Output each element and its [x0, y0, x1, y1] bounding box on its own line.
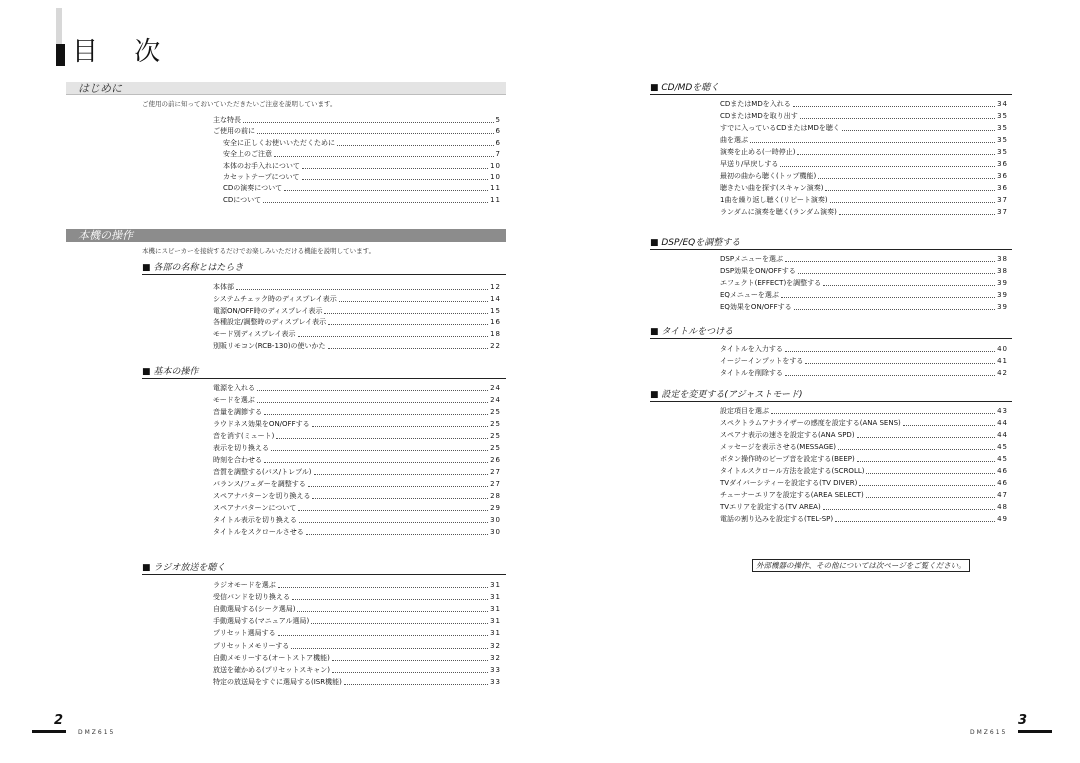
toc-leader-dots [785, 261, 995, 262]
toc-entry-title: タイトルスクロール方法を設定する(SCROLL) [720, 467, 865, 475]
toc-entry-page: 44 [997, 431, 1008, 439]
toc-leader-dots [344, 684, 488, 685]
toc-entry[interactable] [213, 491, 501, 502]
toc-entry[interactable] [213, 431, 501, 442]
toc-leader-dots [839, 214, 995, 215]
toc-entry-title: 電源ON/OFF時のディスプレイ表示 [213, 306, 323, 315]
toc-entry-title: 放送を確かめる(プリセットスキャン) [213, 665, 331, 674]
toc-entry-page: 34 [997, 100, 1008, 108]
subsection-heading-basic-operation: ■ 基本の操作 [142, 366, 506, 379]
toc-entry[interactable] [720, 147, 1008, 158]
toc-entry-title: 聴きたい曲を探す(スキャン演奏) [720, 184, 824, 192]
toc-leader-dots [297, 611, 488, 612]
toc-entry-title: 時刻を合わせる [213, 456, 262, 464]
section-heading-introduction: はじめに [66, 82, 506, 95]
toc-leader-dots [302, 168, 488, 169]
model-label-right: DMZ615 [970, 729, 1008, 736]
toc-entry-title: DSPメニューを選ぶ [720, 255, 784, 263]
toc-entry-page: 36 [997, 172, 1008, 180]
toc-leader-dots [299, 522, 488, 523]
toc-entry[interactable] [720, 254, 1008, 265]
toc-entry-title: 自動メモリーする(オートストア機能) [213, 653, 330, 662]
toc-entry-page: 36 [997, 160, 1008, 168]
toc-entry-title: 表示を切り換える [213, 444, 269, 452]
toc-entry[interactable] [213, 580, 501, 591]
toc-entry[interactable] [720, 290, 1008, 301]
toc-entry[interactable] [223, 195, 501, 206]
toc-leader-dots [243, 122, 494, 123]
toc-leader-dots [292, 599, 488, 600]
toc-entry[interactable] [213, 282, 501, 293]
toc-entry-page: 38 [997, 267, 1008, 276]
toc-entry[interactable] [213, 641, 501, 652]
toc-entry-page: 11 [490, 184, 501, 193]
toc-entry[interactable] [720, 430, 1008, 441]
toc-entry-title: すでに入っているCDまたはMDを聴く [720, 124, 840, 132]
toc-leader-dots [263, 202, 488, 203]
toc-leader-dots [857, 461, 995, 462]
toc-entry[interactable] [720, 490, 1008, 501]
toc-entry[interactable] [213, 628, 501, 639]
toc-entry[interactable] [213, 665, 501, 676]
page-title: 目 次 [72, 37, 175, 67]
toc-entry[interactable] [720, 514, 1008, 525]
toc-entry[interactable] [720, 406, 1008, 417]
toc-entry-title: モードを選ぶ [213, 396, 255, 404]
toc-leader-dots [785, 351, 995, 352]
toc-entry-title: DSP効果をON/OFFする [720, 267, 796, 276]
subsection-heading-adjust-mode: ■ 設定を変更する(アジャストモード) [650, 389, 1012, 402]
toc-entry-title: ラウドネス効果をON/OFFする [213, 420, 310, 428]
toc-entry[interactable] [720, 123, 1008, 134]
subsection-heading-title: ■ タイトルをつける [650, 326, 1012, 339]
toc-entry[interactable] [213, 419, 501, 430]
toc-entry-title: 曲を選ぶ [720, 136, 748, 144]
toc-entry[interactable] [720, 442, 1008, 453]
toc-entry-page: 30 [490, 516, 501, 524]
toc-entry-page: 44 [997, 419, 1008, 427]
toc-entry-page: 31 [490, 605, 501, 614]
toc-entry-title: CDの演奏について [223, 184, 283, 193]
toc-entry-page: 39 [997, 279, 1008, 288]
toc-leader-dots [308, 486, 488, 487]
toc-entry-title: 各種設定/調整時のディスプレイ表示 [213, 318, 327, 327]
toc-entry[interactable] [720, 135, 1008, 146]
toc-entry[interactable] [213, 467, 501, 478]
toc-entry[interactable] [223, 161, 501, 172]
next-page-note: 外部機器の操作、その他については次ページをご覧ください。 [752, 559, 970, 572]
toc-entry-title: EQ効果をON/OFFする [720, 303, 792, 312]
toc-entry-title: ラジオモードを選ぶ [213, 581, 276, 589]
toc-entry-title: 1曲を繰り返し聴く(リピート演奏) [720, 196, 828, 204]
toc-entry-title: 音量を調節する [213, 408, 262, 416]
toc-entry-title: タイトルをスクロールさせる [213, 528, 304, 536]
toc-entry-title: タイトルを削除する [720, 369, 783, 377]
subsection-heading-radio: ■ ラジオ放送を聴く [142, 562, 506, 575]
toc-entry-page: 30 [490, 528, 501, 536]
toc-entry-title: システムチェック時のディスプレイ表示 [213, 294, 337, 303]
toc-entry-title: 音質を調整する(バス/トレブル) [213, 468, 312, 476]
toc-entry-title: CDまたはMDを入れる [720, 100, 791, 108]
toc-leader-dots [328, 324, 488, 325]
toc-leader-dots [302, 179, 489, 180]
toc-entry-title: タイトル表示を切り換える [213, 516, 297, 524]
toc-entry-page: 6 [495, 138, 501, 147]
toc-entry[interactable] [213, 515, 501, 526]
toc-entry[interactable] [223, 138, 501, 149]
toc-entry-page: 43 [997, 407, 1008, 415]
toc-entry-page: 32 [490, 641, 501, 650]
toc-entry-page: 25 [490, 432, 501, 440]
toc-entry-title: CDまたはMDを取り出す [720, 112, 798, 120]
toc-entry-title: カセットテープについて [223, 173, 300, 181]
toc-leader-dots [278, 587, 488, 588]
toc-leader-dots [264, 462, 488, 463]
toc-entry[interactable] [213, 115, 501, 126]
toc-entry-title: メッセージを表示させる(MESSAGE) [720, 443, 837, 451]
subsection-heading-cd-md: ■ CD/MDを聴く [650, 82, 1012, 95]
toc-entry-page: 14 [490, 294, 501, 303]
toc-entry-page: 6 [495, 127, 501, 136]
toc-leader-dots [276, 438, 488, 439]
toc-entry[interactable] [223, 149, 501, 160]
toc-entry-page: 35 [997, 148, 1008, 156]
toc-entry-title: モード別ディスプレイ表示 [213, 330, 296, 339]
toc-entry-title: 本体のお手入れについて [223, 161, 300, 170]
toc-entry[interactable] [720, 195, 1008, 206]
toc-entry-page: 32 [490, 653, 501, 662]
toc-leader-dots [903, 425, 995, 426]
toc-entry-title: 安全上のご注意 [223, 150, 272, 159]
toc-entry[interactable] [213, 407, 501, 418]
toc-entry-page: 22 [490, 342, 501, 350]
toc-entry-page: 42 [997, 369, 1008, 377]
toc-entry[interactable] [213, 395, 501, 406]
toc-entry-title: エフェクト(EFFECT)を調整する [720, 279, 822, 288]
toc-entry-title: 自動選局する(シーク選局) [213, 605, 296, 614]
toc-entry-title: スペクトラムアナライザーの感度を設定する(ANA SENS) [720, 419, 901, 427]
toc-entry-page: 45 [997, 443, 1008, 451]
toc-entry[interactable] [213, 653, 501, 664]
toc-entry-title: 早送り/早戻しする [720, 160, 779, 168]
toc-leader-dots [842, 130, 995, 131]
toc-entry-page: 41 [997, 357, 1008, 365]
toc-leader-dots [324, 313, 488, 314]
toc-entry-page: 47 [997, 491, 1008, 499]
toc-entry[interactable] [720, 207, 1008, 218]
toc-leader-dots [780, 166, 995, 167]
toc-leader-dots [271, 450, 488, 451]
toc-entry-title: イージーインプットをする [720, 357, 804, 365]
toc-entry[interactable] [213, 383, 501, 394]
toc-entry-page: 38 [997, 255, 1008, 263]
toc-entry-title: 特定の放送局をすぐに選局する(ISR機能) [213, 677, 342, 686]
toc-entry-page: 40 [997, 345, 1008, 353]
toc-entry[interactable] [720, 454, 1008, 465]
toc-entry-title: プリセット選局する [213, 629, 276, 638]
toc-entry-page: 31 [490, 581, 501, 589]
section-heading-unit-operation: 本機の操作 [66, 229, 506, 242]
toc-entry[interactable] [213, 616, 501, 627]
toc-entry-page: 5 [495, 116, 501, 124]
toc-entry-title: スペアナパターンについて [213, 504, 297, 512]
toc-leader-dots [800, 118, 995, 119]
toc-leader-dots [797, 154, 995, 155]
toc-entry-page: 11 [490, 195, 501, 204]
toc-entry-page: 12 [490, 283, 501, 291]
toc-leader-dots [750, 142, 995, 143]
toc-leader-dots [257, 402, 488, 403]
subsection-heading-part-names: ■ 各部の名称とはたらき [142, 262, 506, 275]
toc-entry-title: 別販リモコン(RCB-130)の使いかた [213, 342, 326, 350]
toc-entry[interactable] [720, 478, 1008, 489]
toc-entry[interactable] [720, 159, 1008, 170]
toc-leader-dots [306, 534, 488, 535]
toc-entry[interactable] [213, 455, 501, 466]
toc-entry-page: 24 [490, 384, 501, 392]
toc-entry-page: 35 [997, 124, 1008, 132]
toc-entry-page: 46 [997, 467, 1008, 475]
toc-leader-dots [298, 336, 489, 337]
toc-entry-title: プリセットメモリーする [213, 641, 290, 650]
toc-entry-title: 音を消す(ミュート) [213, 432, 275, 440]
toc-entry-page: 46 [997, 479, 1008, 487]
toc-entry[interactable] [213, 329, 501, 340]
toc-entry-title: 設定項目を選ぶ [720, 407, 769, 415]
toc-entry[interactable] [720, 171, 1008, 182]
toc-leader-dots [830, 202, 995, 203]
toc-leader-dots [798, 273, 995, 274]
toc-entry-page: 25 [490, 420, 501, 428]
toc-leader-dots [823, 285, 995, 286]
toc-entry[interactable] [720, 278, 1008, 289]
toc-entry-title: 演奏を止める(一時停止) [720, 148, 796, 156]
toc-leader-dots [291, 648, 488, 649]
page-number-right: 3 [1018, 713, 1028, 728]
toc-leader-dots [805, 363, 995, 364]
toc-entry[interactable] [213, 443, 501, 454]
toc-entry-page: 48 [997, 503, 1008, 511]
toc-entry-title: スペアナ表示の速さを設定する(ANA SPD) [720, 431, 855, 439]
toc-leader-dots [257, 390, 488, 391]
toc-entry-title: 電話の割り込みを設定する(TEL-SP) [720, 515, 834, 523]
toc-leader-dots [264, 414, 488, 415]
toc-entry[interactable] [720, 502, 1008, 513]
toc-leader-dots [771, 413, 995, 414]
toc-entry[interactable] [720, 302, 1008, 313]
toc-entry-title: TVエリアを設定する(TV AREA) [720, 503, 821, 511]
toc-entry-title: 本体部 [213, 283, 234, 291]
toc-entry-title: 最初の曲から聴く(トップ機能) [720, 172, 817, 180]
toc-leader-dots [298, 510, 488, 511]
toc-entry[interactable] [213, 341, 501, 352]
toc-leader-dots [257, 133, 494, 134]
toc-entry-page: 16 [490, 318, 501, 327]
title-marker [56, 44, 65, 66]
toc-entry-page: 31 [490, 617, 501, 626]
toc-entry-title: 安全に正しくお使いいただくために [223, 138, 335, 147]
toc-entry-page: 7 [495, 150, 501, 159]
toc-entry-page: 31 [490, 593, 501, 602]
toc-entry-page: 45 [997, 455, 1008, 463]
toc-leader-dots [825, 190, 995, 191]
toc-entry[interactable] [720, 466, 1008, 477]
toc-leader-dots [332, 672, 488, 673]
subsection-heading-dsp-eq: ■ DSP/EQを調整する [650, 237, 1012, 250]
toc-leader-dots [866, 497, 995, 498]
toc-leader-dots [274, 156, 494, 157]
toc-entry[interactable] [720, 368, 1008, 379]
footer-rule-right [1018, 730, 1052, 733]
toc-leader-dots [781, 297, 995, 298]
toc-entry-title: ボタン操作時のビープ音を設定する(BEEP) [720, 455, 855, 463]
toc-entry-title: 受信バンドを切り換える [213, 593, 290, 602]
toc-leader-dots [823, 509, 995, 510]
toc-leader-dots [794, 309, 995, 310]
toc-leader-dots [332, 660, 488, 661]
toc-entry[interactable] [213, 604, 501, 615]
toc-entry[interactable] [213, 126, 501, 137]
toc-entry[interactable] [720, 266, 1008, 277]
toc-leader-dots [793, 106, 995, 107]
toc-leader-dots [866, 473, 995, 474]
toc-entry-page: 39 [997, 303, 1008, 312]
toc-entry[interactable] [213, 527, 501, 538]
toc-entry-page: 31 [490, 629, 501, 638]
toc-leader-dots [284, 190, 488, 191]
toc-entry[interactable] [720, 418, 1008, 429]
toc-entry-page: 37 [997, 196, 1008, 204]
toc-leader-dots [328, 348, 489, 349]
toc-entry-title: ご使用の前に [213, 127, 255, 136]
page-number-left: 2 [54, 713, 64, 728]
toc-entry-title: 手動選局する(マニュアル選局) [213, 617, 310, 626]
toc-entry-page: 27 [490, 480, 501, 488]
toc-entry-page: 29 [490, 504, 501, 512]
toc-leader-dots [337, 145, 494, 146]
toc-entry-page: 10 [490, 173, 501, 181]
toc-leader-dots [818, 178, 995, 179]
toc-entry[interactable] [720, 344, 1008, 355]
toc-entry-title: 主な特長 [213, 116, 241, 124]
toc-leader-dots [838, 449, 995, 450]
toc-entry[interactable] [720, 356, 1008, 367]
toc-entry-page: 35 [997, 112, 1008, 120]
toc-entry-page: 10 [490, 161, 501, 170]
toc-leader-dots [785, 375, 995, 376]
toc-entry-page: 24 [490, 396, 501, 404]
toc-entry-page: 27 [490, 468, 501, 476]
toc-entry-title: EQメニューを選ぶ [720, 291, 779, 300]
toc-entry-page: 18 [490, 330, 501, 339]
toc-entry[interactable] [213, 592, 501, 603]
toc-entry-page: 15 [490, 306, 501, 315]
toc-entry-title: バランス/フェダーを調整する [213, 480, 306, 488]
toc-entry[interactable] [213, 677, 501, 688]
toc-entry[interactable] [213, 317, 501, 328]
toc-entry-title: ランダムに演奏を聴く(ランダム演奏) [720, 208, 837, 216]
toc-leader-dots [857, 437, 996, 438]
toc-entry-page: 25 [490, 444, 501, 452]
section-intro-introduction: ご使用の前に知っておいていただきたいご注意を説明しています。 [142, 100, 337, 108]
toc-entry-page: 33 [490, 665, 501, 674]
toc-leader-dots [278, 635, 488, 636]
toc-entry-page: 37 [997, 208, 1008, 216]
toc-leader-dots [311, 623, 488, 624]
toc-entry-page: 49 [997, 515, 1008, 523]
toc-entry-title: タイトルを入力する [720, 345, 783, 353]
toc-leader-dots [835, 521, 995, 522]
toc-entry-title: CDについて [223, 195, 262, 204]
toc-entry[interactable] [223, 172, 501, 183]
toc-entry-page: 36 [997, 184, 1008, 192]
toc-entry[interactable] [720, 99, 1008, 110]
toc-leader-dots [339, 301, 488, 302]
toc-entry-page: 39 [997, 291, 1008, 300]
toc-entry[interactable] [223, 183, 501, 194]
toc-entry[interactable] [213, 294, 501, 305]
toc-leader-dots [236, 289, 488, 290]
toc-leader-dots [314, 474, 489, 475]
toc-entry-title: スペアナパターンを切り換える [213, 492, 311, 500]
toc-entry-title: 電源を入れる [213, 384, 255, 392]
toc-entry[interactable] [213, 503, 501, 514]
toc-entry-page: 35 [997, 136, 1008, 144]
toc-leader-dots [312, 426, 488, 427]
toc-entry-title: チューナーエリアを設定する(AREA SELECT) [720, 491, 864, 499]
toc-entry[interactable] [213, 479, 501, 490]
toc-entry[interactable] [213, 306, 501, 317]
toc-entry[interactable] [720, 183, 1008, 194]
footer-rule-left [32, 730, 66, 733]
toc-entry-title: TVダイバーシティーを設定する(TV DIVER) [720, 479, 858, 487]
toc-leader-dots [312, 498, 488, 499]
toc-entry-page: 25 [490, 408, 501, 416]
section-intro-unit-operation: 本機にスピーカーを接続するだけでお楽しみいただける機能を説明しています。 [142, 247, 376, 255]
toc-leader-dots [859, 485, 995, 486]
model-label-left: DMZ615 [78, 729, 116, 736]
toc-entry[interactable] [720, 111, 1008, 122]
toc-entry-page: 26 [490, 456, 501, 464]
toc-entry-page: 33 [490, 677, 501, 686]
toc-entry-page: 28 [490, 492, 501, 500]
